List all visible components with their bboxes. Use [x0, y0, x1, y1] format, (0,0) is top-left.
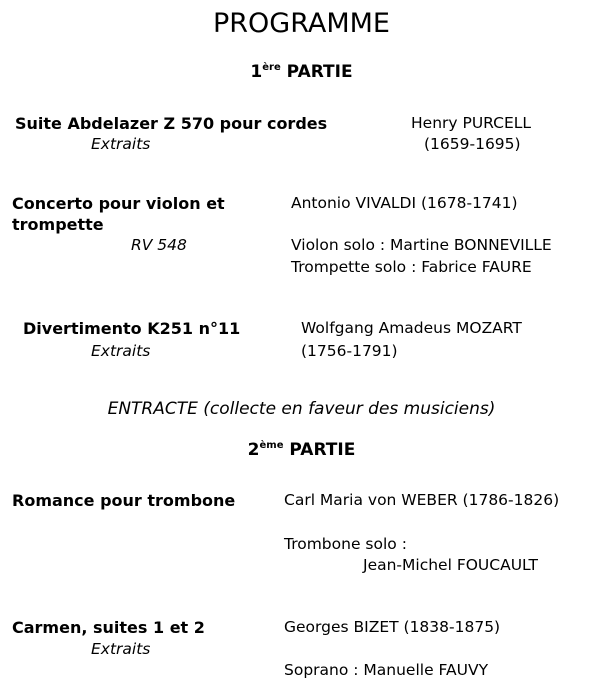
part-1-suffix: ère — [262, 62, 281, 73]
work-title: Carmen, suites 1 et 2 — [12, 618, 205, 637]
work-title-line1: Concerto pour violon et — [12, 194, 225, 213]
composer-dates: (1659-1695) — [424, 135, 521, 153]
composer-name: Georges BIZET (1838-1875) — [284, 618, 501, 636]
soloist: Trompette solo : Fabrice FAURE — [291, 258, 532, 276]
composer-name: Carl Maria von WEBER (1786-1826) — [284, 491, 560, 509]
part-1-heading — [0, 63, 603, 81]
work-subtitle: Extraits — [91, 342, 151, 360]
part-1-number: 1 — [250, 62, 263, 82]
soloist-label: Trombone solo : — [284, 535, 407, 553]
work-title: Divertimento K251 n°11 — [23, 319, 241, 338]
work-title: Suite Abdelazer Z 570 pour cordes — [15, 114, 328, 133]
composer-name: Henry PURCELL — [411, 114, 532, 132]
composer-name: Wolfgang Amadeus MOZART — [301, 319, 522, 337]
work-title-line2: trompette — [12, 215, 104, 234]
work-subtitle: Extraits — [91, 135, 151, 153]
part-1-label: PARTIE — [286, 62, 353, 82]
work-title: Romance pour trombone — [12, 491, 236, 510]
soloist: Soprano : Manuelle FAUVY — [284, 661, 489, 679]
soloist-name: Jean-Michel FOUCAULT — [363, 556, 539, 574]
part-2-number: 2 — [247, 440, 260, 460]
composer-dates: (1756-1791) — [301, 342, 398, 360]
work-subtitle: RV 548 — [131, 236, 187, 254]
composer-name: Antonio VIVALDI (1678-1741) — [291, 194, 518, 212]
entracte-note: ENTRACTE (collecte en faveur des musiciens) — [107, 399, 496, 419]
soloist: Violon solo : Martine BONNEVILLE — [291, 236, 552, 254]
work-subtitle: Extraits — [91, 640, 151, 658]
part-2-suffix: ème — [259, 440, 284, 451]
page-title: PROGRAMME — [212, 8, 390, 39]
part-2-label: PARTIE — [289, 440, 356, 460]
part-2-heading — [0, 441, 603, 459]
